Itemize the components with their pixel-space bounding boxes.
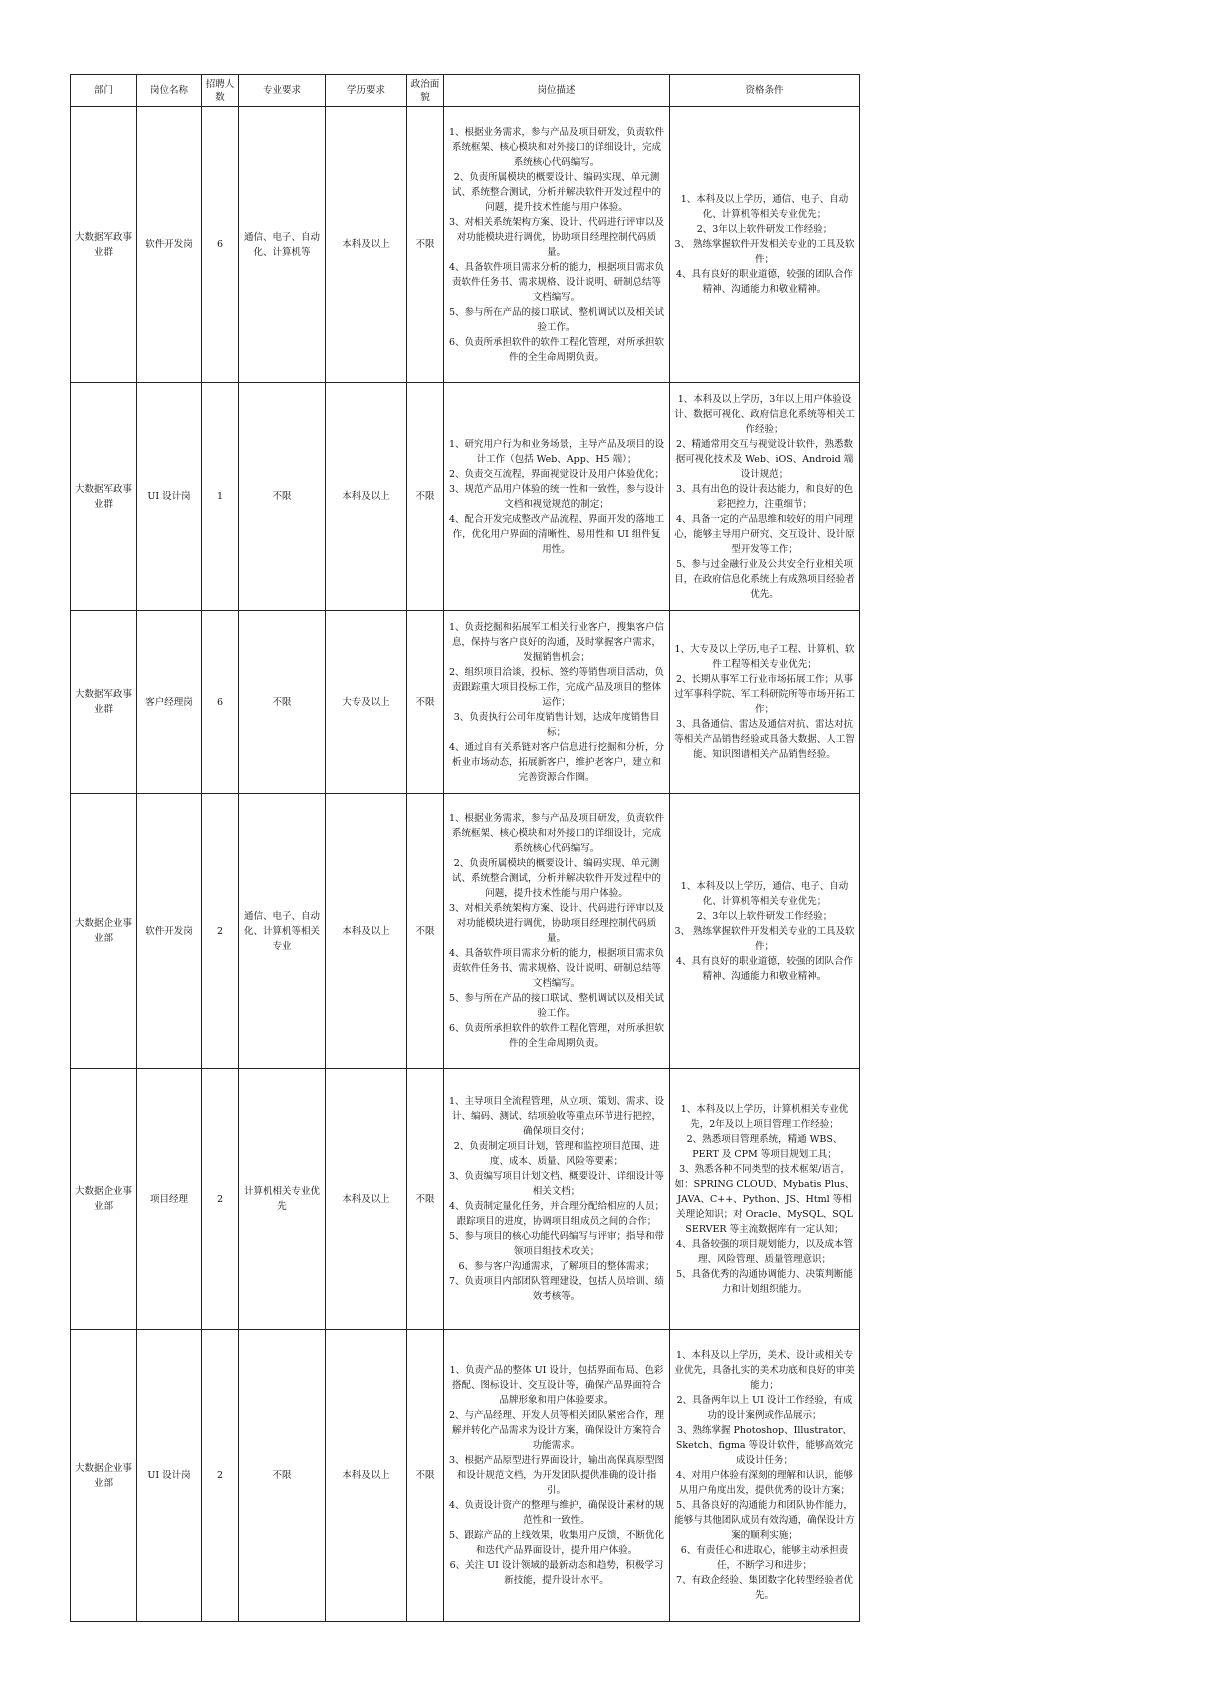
cell-qual: [670, 383, 860, 611]
cell-edu: 本科及以上: [326, 107, 407, 383]
table-body: [71, 107, 860, 1622]
header-major: 专业要求: [239, 75, 326, 107]
cell-dept: 大数据企业事业部: [71, 794, 137, 1069]
desc-line: 2、与产品经理、开发人员等相关团队紧密合作，理解并转化产品需求为设计方案，确保设计方案符合功能需求。: [448, 1410, 665, 1451]
cell-qual: [670, 794, 860, 1069]
cell-position: UI 设计岗: [137, 383, 202, 611]
qual-line: 3、熟悉各种不同类型的技术框架/语言，如：SPRING CLOUD、Mybatis Plus、JAVA、C++、Python、JS、Html 等相关理论知识；对 Oracle、MySQL、SQL SERVER 等主流数据库有一定认知；: [674, 1163, 855, 1235]
cell-position: UI 设计岗: [137, 1330, 202, 1622]
cell-desc: [444, 1069, 670, 1330]
desc-line: 4、配合开发完成整改产品流程、界面开发的落地工作，优化用户界面的清晰性、易用性和 UI 组件复用性。: [448, 513, 665, 555]
header-edu: 学历要求: [326, 75, 407, 107]
desc-line: 3、对相关系统架构方案、设计、代码进行评审以及对功能模块进行调优，协助项目经理控制代码质量。: [448, 216, 665, 258]
desc-line: 3、对相关系统架构方案、设计、代码进行评审以及对功能模块进行调优，协助项目经理控制代码质量。: [448, 903, 665, 944]
qual-line: 2、3年以上软件研发工作经验；: [696, 910, 833, 922]
cell-count: 6: [202, 611, 239, 794]
desc-line: 2、负责制定项目计划，管理和监控项目范围、进度、成本、质量、风险等要素；: [453, 1141, 660, 1167]
desc-line: 6、关注 UI 设计领域的最新动态和趋势，积极学习新技能，提升设计水平。: [449, 1560, 664, 1586]
desc-line: 1、主导项目全流程管理，从立项、策划、需求、设计、编码、测试、结项验收等重点环节进行把控，确保项目交付；: [448, 1096, 665, 1137]
qual-line: 2、熟悉项目管理系统，精通 WBS、PERT 及 CPM 等项目规划工具；: [686, 1133, 843, 1160]
cell-qual: [670, 611, 860, 794]
desc-line: 6、参与客户沟通需求，了解项目的整体需求；: [458, 1261, 655, 1272]
desc-line: 1、研究用户行为和业务场景，主导产品及项目的设计工作（包括 Web、App、H5 端）；: [448, 438, 665, 465]
desc-line: 2、负责交互流程，界面视觉设计及用户体验优化；: [448, 468, 665, 480]
cell-count: 2: [202, 1330, 239, 1622]
desc-line: 3、负责编写项目计划文档、概要设计、详细设计等相关文档；: [448, 1171, 665, 1197]
cell-dept: 大数据军政事业群: [71, 107, 137, 383]
desc-line: 6、负责所承担软件的软件工程化管理，对所承担软件的全生命周期负责。: [448, 1023, 665, 1049]
table-row: [71, 383, 860, 611]
qual-line: 1、本科及以上学历，3年以上用户体验设计、数据可视化、政府信息化系统等相关工作经验；: [674, 393, 855, 435]
qual-line: 6、有责任心和进取心，能够主动承担责任，不断学习和进步；: [680, 1545, 849, 1571]
cell-position: 软件开发岗: [137, 794, 202, 1069]
desc-line: 3、根据产品原型进行界面设计，输出高保真原型图和设计规范文档，为开发团队提供准确的设计指引。: [448, 1455, 665, 1496]
qual-line: 2、3年以上软件研发工作经验；: [696, 224, 833, 235]
desc-line: 4、通过自有关系链对客户信息进行挖掘和分析，分析业市场动态，拓展新客户，维护老客户，建立和完善资源合作圈。: [448, 741, 665, 783]
cell-desc: [444, 794, 670, 1069]
qual-line: 2、长期从事军工行业市场拓展工作；从事过军事科学院、军工科研院所等市场开拓工作；: [674, 674, 855, 715]
cell-position: 客户经理岗: [137, 611, 202, 794]
cell-qual: [670, 107, 860, 383]
header-row: [71, 75, 860, 107]
header-political: 政治面貌: [407, 75, 444, 107]
cell-political: 不限: [407, 794, 444, 1069]
qual-line: 1、大专及以上学历,电子工程、计算机、软件工程等相关专业优先；: [674, 644, 855, 670]
desc-line: 7、负责项目内部团队管理建设，包括人员培训、绩效考核等。: [448, 1276, 665, 1302]
desc-line: 2、负责所属模块的概要设计、编码实现、单元测试、系统整合测试，分析并解决软件开发过程中的问题，提升技术性能与用户体验。: [451, 858, 661, 899]
desc-line: 2、组织项目洽谈，投标、签约等销售项目活动，负责跟踪重大项目投标工作，完成产品及项目的整体运作；: [448, 666, 665, 708]
qual-line: 3、 熟练掌握软件开发相关专业的工具及软件；: [674, 925, 855, 952]
qual-line: 4、具有良好的职业道德，较强的团队合作精神、沟通能力和敬业精神。: [675, 269, 854, 295]
cell-desc: [444, 383, 670, 611]
cell-major: 通信、电子、自动化、计算机等相关专业: [239, 794, 326, 1069]
cell-desc: [444, 107, 670, 383]
desc-line: 5、参与所在产品的接口联试、整机调试以及相关试验工作。: [448, 306, 665, 333]
desc-line: 1、根据业务需求，参与产品及项目研发，负责软件系统框架、核心模块和对外接口的详细设计，完成系统核心代码编写。: [448, 126, 665, 168]
cell-political: 不限: [407, 1330, 444, 1622]
qual-line: 4、具有良好的职业道德，较强的团队合作精神、沟通能力和敬业精神。: [675, 955, 854, 982]
qual-line: 5、具备优秀的沟通协调能力、决策判断能力和计划组织能力。: [675, 1268, 854, 1295]
recruitment-table-page: [70, 74, 860, 1622]
cell-major: 不限: [239, 1330, 326, 1622]
qual-line: 3、具备通信、雷达及通信对抗、雷达对抗等相关产品销售经验或具备大数据、人工智能、知识图谱相关产品销售经验。: [674, 719, 855, 760]
qual-line: 5、具备良好的沟通能力和团队协作能力，能够与其他团队成员有效沟通，确保设计方案的顺利实施；: [674, 1500, 855, 1541]
header-dept: 部门: [71, 75, 137, 107]
qual-line: 1、本科及以上学历，美术、设计或相关专业优先，具备扎实的美术功底和良好的审美能力；: [674, 1350, 855, 1391]
cell-dept: 大数据军政事业群: [71, 611, 137, 794]
qual-line: 2、精通常用交互与视觉设计软件，熟悉数据可视化技术及 Web、iOS、Android 端设计规范；: [675, 438, 854, 480]
table-row: [71, 1069, 860, 1330]
header-position: 岗位名称: [137, 75, 202, 107]
cell-count: 6: [202, 107, 239, 383]
cell-edu: 本科及以上: [326, 383, 407, 611]
cell-dept: 大数据军政事业群: [71, 383, 137, 611]
table-row: [71, 611, 860, 794]
qual-line: 1、本科及以上学历，通信、电子、自动化、计算机等相关专业优先；: [680, 880, 849, 907]
header-count: 招聘人数: [202, 75, 239, 107]
cell-count: 1: [202, 383, 239, 611]
desc-line: 1、负责产品的整体 UI 设计，包括界面布局、色彩搭配、图标设计、交互设计等，确保产品界面符合品牌形象和用户体验要求。: [449, 1365, 664, 1406]
desc-line: 2、负责所属模块的概要设计、编码实现、单元测试、系统整合测试，分析并解决软件开发过程中的问题，提升技术性能与用户体验。: [451, 171, 661, 213]
desc-line: 3、负责执行公司年度销售计划，达成年度销售目标；: [453, 711, 660, 738]
desc-line: 4、负责制定量化任务，并合理分配给相应的人员；跟踪项目的进度，协调项目组成员之间的合作；: [448, 1201, 665, 1227]
desc-line: 1、负责挖掘和拓展军工相关行业客户，搜集客户信息，保持与客户良好的沟通，及时掌握客户需求，发掘销售机会；: [448, 621, 665, 663]
qual-line: 7、有政企经验、集团数字化转型经验者优先。: [675, 1575, 854, 1601]
qual-line: 3、具有出色的设计表达能力，和良好的色彩把控力，注重细节；: [675, 483, 854, 510]
qual-line: 4、对用户体验有深刻的理解和认识，能够从用户角度出发，提供优秀的设计方案；: [675, 1470, 854, 1496]
cell-major: 计算机相关专业优先: [239, 1069, 326, 1330]
cell-edu: 本科及以上: [326, 1069, 407, 1330]
qual-line: 5、参与过金融行业及公共安全行业相关项目，在政府信息化系统上有成熟项目经验者优先。: [674, 558, 855, 600]
cell-count: 2: [202, 1069, 239, 1330]
table-row: [71, 107, 860, 383]
header-qual: 资格条件: [670, 75, 860, 107]
cell-political: 不限: [407, 383, 444, 611]
cell-major: 不限: [239, 611, 326, 794]
cell-edu: 本科及以上: [326, 794, 407, 1069]
qual-line: 3、熟练掌握 Photoshop、Illustrator、Sketch、figma 等设计软件，能够高效完成设计任务；: [675, 1425, 854, 1466]
cell-qual: [670, 1069, 860, 1330]
desc-line: 5、参与项目的核心功能代码编写与评审；指导和带领项目组技术攻关；: [448, 1231, 665, 1257]
desc-line: 4、具备软件项目需求分析的能力，根据项目需求负责软件任务书、需求规格、设计说明、研制总结等文档编写。: [448, 261, 665, 303]
desc-line: 3、规范产品用户体验的统一性和一致性，参与设计文档和视觉规范的制定；: [448, 483, 665, 510]
cell-desc: [444, 611, 670, 794]
qual-line: 1、本科及以上学历，通信、电子、自动化、计算机等相关专业优先；: [680, 194, 849, 220]
desc-line: 6、负责所承担软件的软件工程化管理，对所承担软件的全生命周期负责。: [448, 336, 665, 363]
table-row: [71, 1330, 860, 1622]
cell-political: 不限: [407, 1069, 444, 1330]
qual-line: 3、 熟练掌握软件开发相关专业的工具及软件；: [674, 239, 855, 265]
desc-line: 1、根据业务需求，参与产品及项目研发，负责软件系统框架、核心模块和对外接口的详细设计，完成系统核心代码编写。: [448, 813, 665, 854]
desc-line: 4、负责设计资产的整理与维护，确保设计素材的规范性和一致性。: [448, 1500, 665, 1526]
cell-dept: 大数据企业事业部: [71, 1069, 137, 1330]
cell-position: 项目经理: [137, 1069, 202, 1330]
cell-political: 不限: [407, 107, 444, 383]
cell-desc: [444, 1330, 670, 1622]
desc-line: 5、参与所在产品的接口联试、整机调试以及相关试验工作。: [448, 993, 665, 1019]
desc-line: 4、具备软件项目需求分析的能力，根据项目需求负责软件任务书、需求规格、设计说明、研制总结等文档编写。: [448, 948, 665, 989]
qual-line: 2、具备两年以上 UI 设计工作经验，有成功的设计案例或作品展示；: [676, 1395, 853, 1421]
recruitment-table: [70, 74, 860, 1622]
cell-edu: 大专及以上: [326, 611, 407, 794]
table-row: [71, 794, 860, 1069]
header-desc: 岗位描述: [444, 75, 670, 107]
cell-major: 通信、电子、自动化、计算机等: [239, 107, 326, 383]
cell-major: 不限: [239, 383, 326, 611]
qual-line: 4、具备较强的项目规划能力，以及成本管理、风险管理、质量管理意识；: [675, 1238, 854, 1265]
desc-line: 5、跟踪产品的上线效果，收集用户反馈，不断优化和迭代产品界面设计，提升用户体验。: [448, 1530, 665, 1556]
cell-political: 不限: [407, 611, 444, 794]
cell-count: 2: [202, 794, 239, 1069]
cell-dept: 大数据企业事业部: [71, 1330, 137, 1622]
cell-position: 软件开发岗: [137, 107, 202, 383]
cell-qual: [670, 1330, 860, 1622]
cell-edu: 本科及以上: [326, 1330, 407, 1622]
qual-line: 4、具备一定的产品思维和较好的用户同理心，能够主导用户研究、交互设计、设计原型开发等工作；: [674, 513, 855, 555]
qual-line: 1、本科及以上学历，计算机相关专业优先，2年及以上项目管理工作经验；: [680, 1103, 849, 1130]
